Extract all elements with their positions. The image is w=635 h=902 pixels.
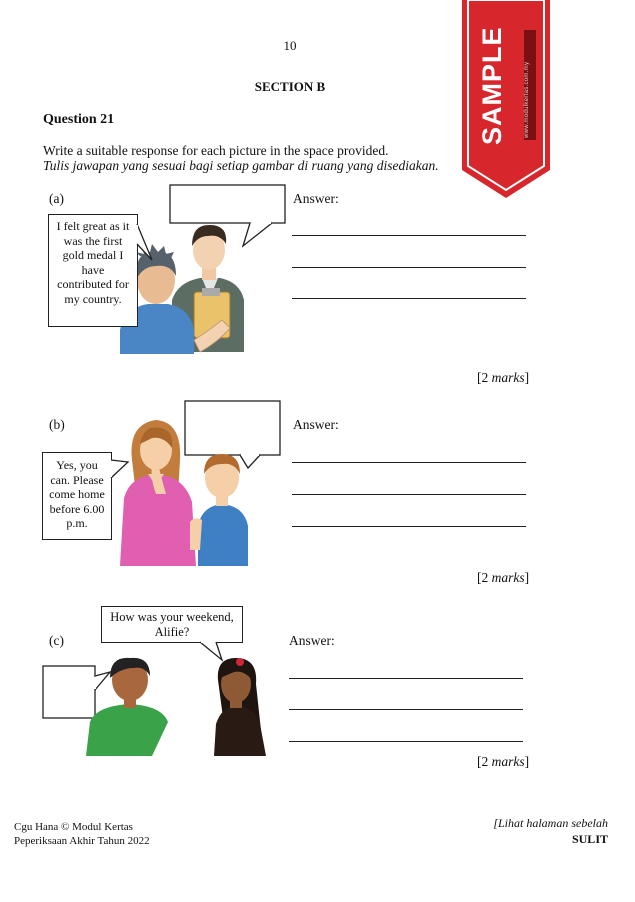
part-a-bubble-tail (136, 222, 156, 262)
part-b-speech-bubble: Yes, you can. Please come home before 6.00 p.m. (42, 452, 112, 540)
part-a-label: (a) (49, 191, 64, 206)
part-a-marks-word: marks (491, 370, 525, 385)
part-c-marks-word: marks (491, 754, 525, 769)
footer-credit-line-1: Cgu Hana © Modul Kertas (14, 821, 133, 833)
part-c-answer-label: Answer: (289, 633, 335, 648)
footer-sulit: SULIT (571, 832, 608, 846)
instruction-english: Write a suitable response for each picture in the space provided. (43, 143, 389, 158)
question-title: Question 21 (43, 112, 115, 127)
part-b-illustration (110, 398, 290, 570)
part-a-answer-line-1[interactable] (292, 235, 526, 236)
part-b-marks-word: marks (491, 570, 525, 585)
part-a-answer-line-2[interactable] (292, 267, 526, 268)
part-a-speech-bubble: I felt great as it was the first gold medal I have contributed for my country. (48, 214, 138, 327)
footer-next-page-text: [Lihat halaman sebelah (493, 816, 608, 830)
part-b-marks (477, 570, 529, 586)
instruction-malay: Tulis jawapan yang sesuai bagi setiap gambar di ruang yang disediakan. (43, 158, 439, 173)
part-c-speech-bubble: How was your weekend, Alifie? (101, 606, 243, 643)
part-c-illustration (40, 640, 280, 758)
part-a-answer-label: Answer: (293, 191, 339, 206)
part-c-marks-open: [2 (477, 754, 492, 769)
part-a-answer-line-3[interactable] (292, 298, 526, 299)
part-b-answer-line-2[interactable] (292, 494, 526, 495)
part-b-marks-close: ] (524, 570, 530, 585)
section-title: SECTION B (254, 79, 326, 94)
page-number: 10 (283, 38, 297, 53)
part-b-answer-line-3[interactable] (292, 526, 526, 527)
part-c-marks-close: ] (524, 754, 530, 769)
part-a-marks-close: ] (524, 370, 530, 385)
part-b-marks-open: [2 (477, 570, 492, 585)
part-a-marks-open: [2 (477, 370, 492, 385)
sample-stamp-text: SAMPLE (477, 26, 507, 145)
part-c-answer-line-3[interactable] (289, 741, 523, 742)
part-b-answer-label: Answer: (293, 417, 339, 432)
part-b-bubble-tail (110, 458, 130, 488)
footer-next-page (493, 815, 608, 847)
part-c-answer-line-1[interactable] (289, 678, 523, 679)
footer-credit-line-2: Peperiksaan Akhir Tahun 2022 (14, 835, 150, 847)
part-b-answer-line-1[interactable] (292, 462, 526, 463)
part-a-marks (477, 370, 529, 386)
part-c-marks (477, 754, 529, 770)
footer-credit (14, 820, 150, 848)
sample-stamp-subtext: www.modulkertas.com.my (524, 61, 530, 138)
part-c-answer-line-2[interactable] (289, 709, 523, 710)
part-b-label: (b) (49, 417, 65, 432)
part-c-label: (c) (49, 633, 64, 648)
